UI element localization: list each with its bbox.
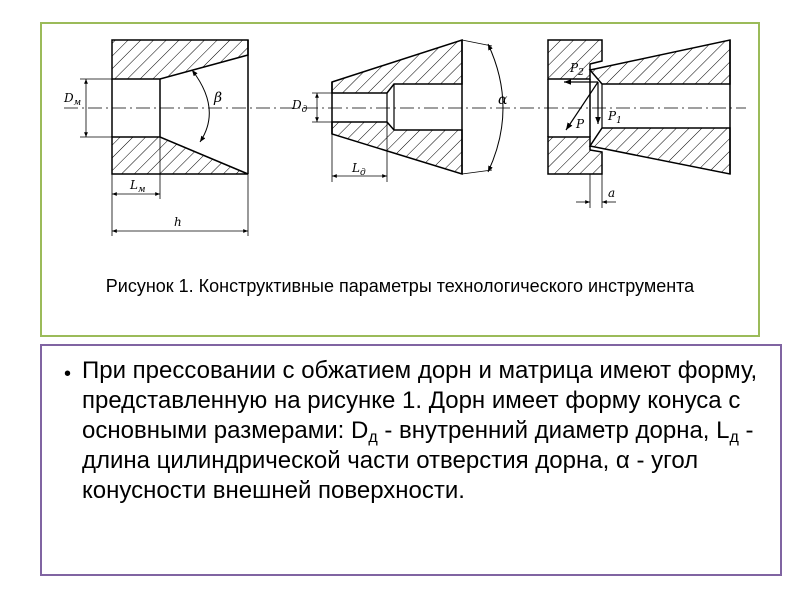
beta-angle-arc bbox=[192, 70, 209, 142]
matrix-drawing bbox=[80, 40, 248, 236]
label-p: P bbox=[576, 117, 585, 131]
figure-frame bbox=[40, 22, 760, 337]
label-h: h bbox=[174, 215, 182, 229]
description-paragraph bbox=[82, 356, 772, 506]
label-p2: $P_2$ bbox=[570, 61, 584, 78]
subscript-d-2: д bbox=[729, 429, 739, 446]
paragraph-part-2: - внутренний диаметр дорна, L bbox=[377, 417, 730, 444]
label-ld: $L_д$ bbox=[352, 161, 366, 178]
label-lm: $L_м$ bbox=[130, 178, 146, 195]
mandrel-drawing bbox=[312, 40, 503, 182]
subscript-d-1: д bbox=[368, 429, 378, 446]
matrix-lower-section bbox=[112, 137, 248, 174]
paragraph-part-3: - длина цилиндрической части отверстия дорна, α - угол конусности внешней поверхности. bbox=[82, 417, 754, 504]
assembly-mandrel-lower bbox=[590, 128, 730, 174]
text-frame bbox=[40, 344, 782, 576]
label-dm: $D_м$ bbox=[64, 91, 82, 108]
mandrel-upper-section bbox=[332, 40, 462, 93]
assembly-mandrel-upper bbox=[590, 40, 730, 84]
label-p1: $P_1$ bbox=[608, 109, 622, 126]
paragraph-part-1: При прессовании с обжатием дорн и матрица имеют форму, представленную на рисунке 1. Дорн имеет форму конуса с основными размерами: D bbox=[82, 357, 758, 444]
matrix-upper-section bbox=[112, 40, 248, 79]
label-a: a bbox=[608, 186, 616, 200]
label-dd: $D_д$ bbox=[292, 98, 308, 115]
figure-caption: Рисунок 1. Конструктивные параметры технологического инструмента bbox=[105, 276, 695, 296]
bullet-marker: • bbox=[64, 363, 72, 385]
label-alpha: α bbox=[498, 92, 508, 108]
label-beta: β bbox=[214, 90, 223, 106]
